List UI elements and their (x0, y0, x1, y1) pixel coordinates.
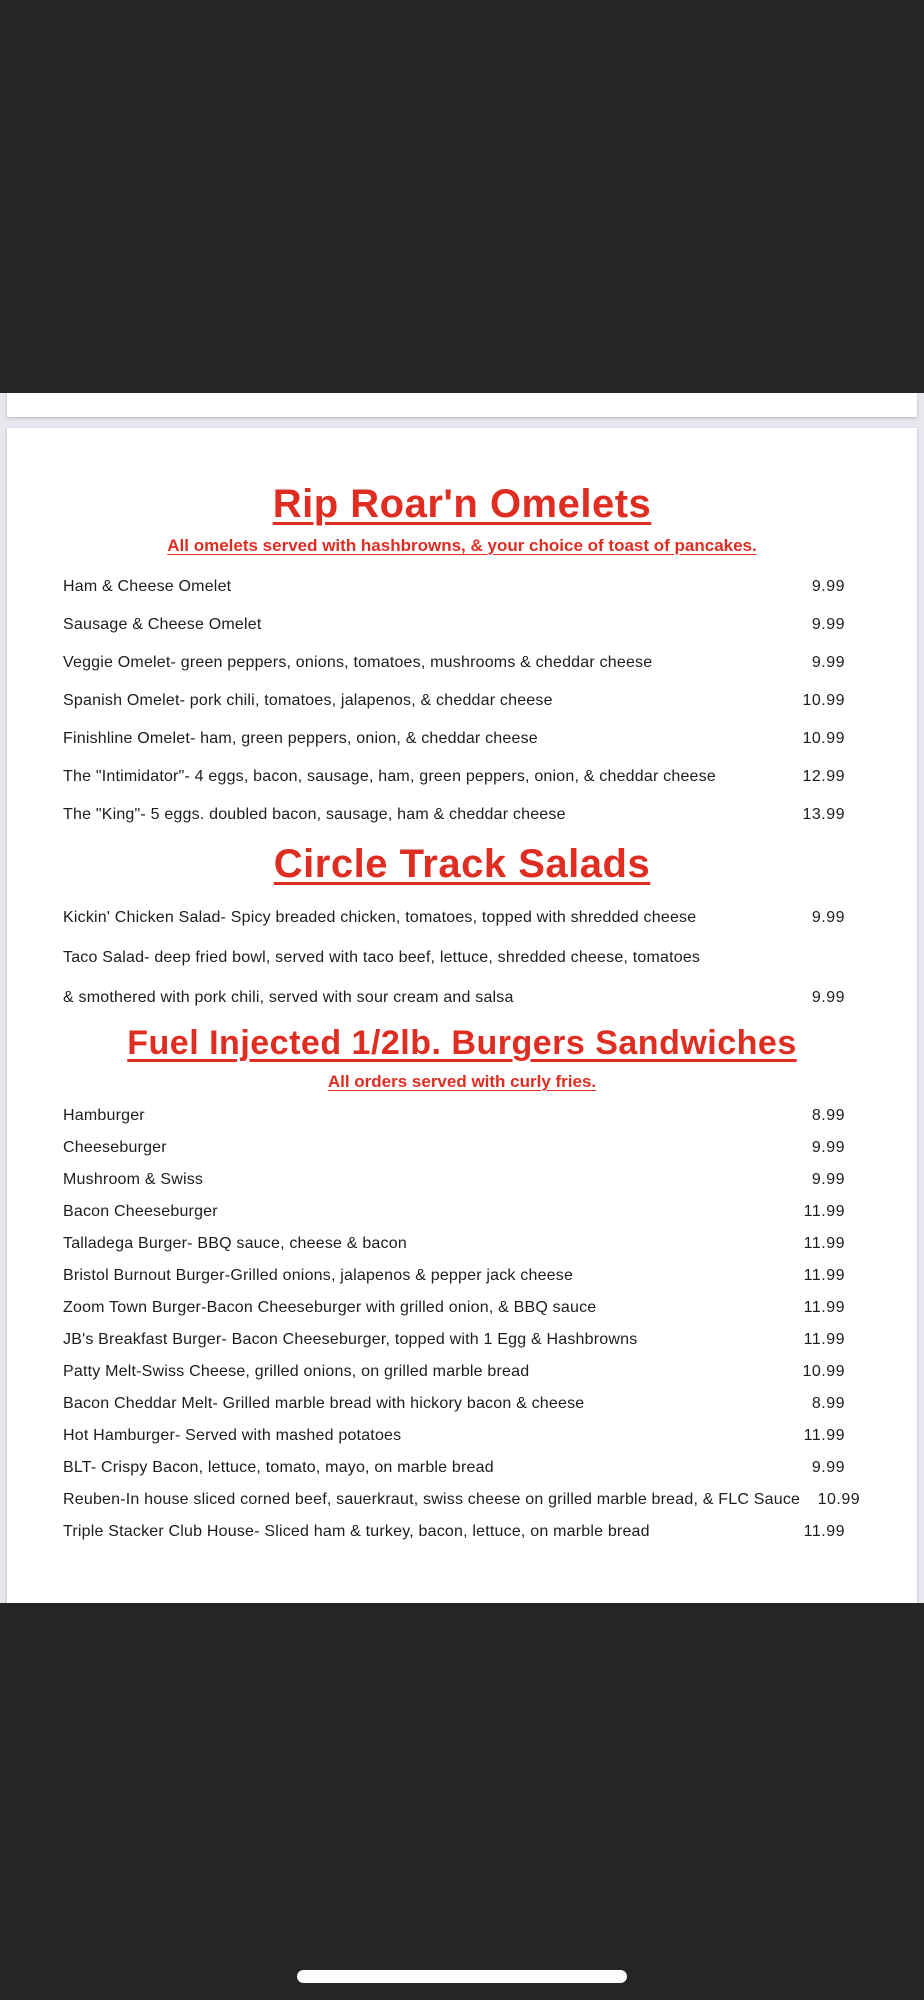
item-name: Reuben-In house sliced corned beef, sauerkraut, swiss cheese on grilled marble bread, & FLC Sauce (63, 1491, 801, 1508)
item-price: 9.99 (811, 654, 845, 671)
item-name: Hot Hamburger- Served with mashed potatoes (63, 1427, 402, 1444)
phone-bottom-area (0, 1603, 924, 2000)
item-price: 9.99 (811, 616, 845, 633)
menu-item-row (7, 1484, 917, 1516)
menu-item-row (7, 1388, 917, 1420)
menu-item-row (7, 978, 917, 1018)
item-price: 11.99 (803, 1299, 845, 1316)
menu-item-row (7, 1292, 917, 1324)
item-name: Taco Salad- deep fried bowl, served with taco beef, lettuce, shredded cheese, tomatoes (63, 949, 701, 966)
item-name: Patty Melt-Swiss Cheese, grilled onions, on grilled marble bread (63, 1363, 530, 1380)
menu-item-row (7, 938, 917, 978)
item-price: 11.99 (803, 1203, 845, 1220)
item-price: 8.99 (811, 1395, 845, 1412)
menu-item-row (7, 1260, 917, 1292)
menu-item-row (7, 1132, 917, 1164)
previous-page-bottom-edge (7, 393, 917, 417)
home-indicator[interactable] (297, 1970, 627, 1983)
item-price: 11.99 (803, 1235, 845, 1252)
menu-item-row (7, 758, 917, 796)
item-price: 9.99 (811, 1139, 845, 1156)
item-name: Kickin' Chicken Salad- Spicy breaded chicken, tomatoes, topped with shredded cheese (63, 909, 697, 926)
menu-item-row (7, 682, 917, 720)
menu-page (7, 428, 917, 1603)
menu-item-row (7, 568, 917, 606)
item-name: The "Intimidator"- 4 eggs, bacon, sausage, ham, green peppers, onion, & cheddar cheese (63, 768, 716, 785)
section-title: Rip Roar'n Omelets (272, 482, 652, 526)
item-price: 11.99 (803, 1523, 845, 1540)
section-items (7, 1100, 917, 1548)
item-price: 9.99 (811, 1459, 845, 1476)
item-name: & smothered with pork chili, served with sour cream and salsa (63, 989, 514, 1006)
item-name: BLT- Crispy Bacon, lettuce, tomato, mayo, on marble bread (63, 1459, 494, 1476)
item-name: Mushroom & Swiss (63, 1171, 204, 1188)
item-name: Ham & Cheese Omelet (63, 578, 232, 595)
item-name: Zoom Town Burger-Bacon Cheeseburger with grilled onion, & BBQ sauce (63, 1299, 597, 1316)
item-price: 10.99 (802, 692, 845, 709)
item-name: Bristol Burnout Burger-Grilled onions, jalapenos & pepper jack cheese (63, 1267, 574, 1284)
menu-section (7, 838, 917, 1018)
item-price: 9.99 (811, 909, 845, 926)
item-name: Bacon Cheddar Melt- Grilled marble bread with hickory bacon & cheese (63, 1395, 585, 1412)
section-items (7, 898, 917, 1018)
item-name: Bacon Cheeseburger (63, 1203, 218, 1220)
section-subtitle: All orders served with curly fries. (327, 1072, 597, 1091)
menu-item-row (7, 1164, 917, 1196)
item-name: Cheeseburger (63, 1139, 167, 1156)
menu-item-row (7, 644, 917, 682)
item-price: 12.99 (802, 768, 845, 785)
item-price: 9.99 (811, 989, 845, 1006)
item-name: Talladega Burger- BBQ sauce, cheese & bacon (63, 1235, 407, 1252)
section-items (7, 568, 917, 834)
menu-item-row (7, 1452, 917, 1484)
item-name: Spanish Omelet- pork chili, tomatoes, jalapenos, & cheddar cheese (63, 692, 553, 709)
page-gap (7, 417, 917, 428)
item-name: JB's Breakfast Burger- Bacon Cheeseburger, topped with 1 Egg & Hashbrowns (63, 1331, 638, 1348)
item-name: Veggie Omelet- green peppers, onions, tomatoes, mushrooms & cheddar cheese (63, 654, 653, 671)
menu-section (7, 478, 917, 834)
item-name: Finishline Omelet- ham, green peppers, onion, & cheddar cheese (63, 730, 538, 747)
item-price: 10.99 (802, 1363, 845, 1380)
item-price: 9.99 (811, 578, 845, 595)
item-price: 13.99 (802, 806, 845, 823)
item-name: The "King"- 5 eggs. doubled bacon, sausage, ham & cheddar cheese (63, 806, 566, 823)
item-price: 10.99 (817, 1491, 861, 1508)
item-name: Sausage & Cheese Omelet (63, 616, 262, 633)
menu-item-row (7, 606, 917, 644)
menu-item-row (7, 796, 917, 834)
menu-item-row (7, 898, 917, 938)
menu-item-row (7, 720, 917, 758)
menu-item-row (7, 1420, 917, 1452)
item-price: 10.99 (802, 730, 845, 747)
menu-item-row (7, 1196, 917, 1228)
item-price: 8.99 (811, 1107, 845, 1124)
phone-status-area (0, 0, 924, 393)
item-price: 11.99 (803, 1331, 845, 1348)
item-name: Triple Stacker Club House- Sliced ham & turkey, bacon, lettuce, on marble bread (63, 1523, 650, 1540)
menu-item-row (7, 1228, 917, 1260)
section-title: Circle Track Salads (273, 842, 651, 886)
menu-item-row (7, 1324, 917, 1356)
item-price: 11.99 (803, 1267, 845, 1284)
item-name: Hamburger (63, 1107, 145, 1124)
item-price: 9.99 (811, 1171, 845, 1188)
section-title: Fuel Injected 1/2lb. Burgers Sandwiches (127, 1024, 797, 1062)
menu-item-row (7, 1516, 917, 1548)
item-price: 11.99 (803, 1427, 845, 1444)
document-scroll-viewer[interactable] (0, 393, 924, 1603)
menu-item-row (7, 1356, 917, 1388)
section-subtitle: All omelets served with hashbrowns, & your choice of toast of pancakes. (167, 536, 757, 555)
menu-item-row (7, 1100, 917, 1132)
menu-section (7, 1020, 917, 1548)
